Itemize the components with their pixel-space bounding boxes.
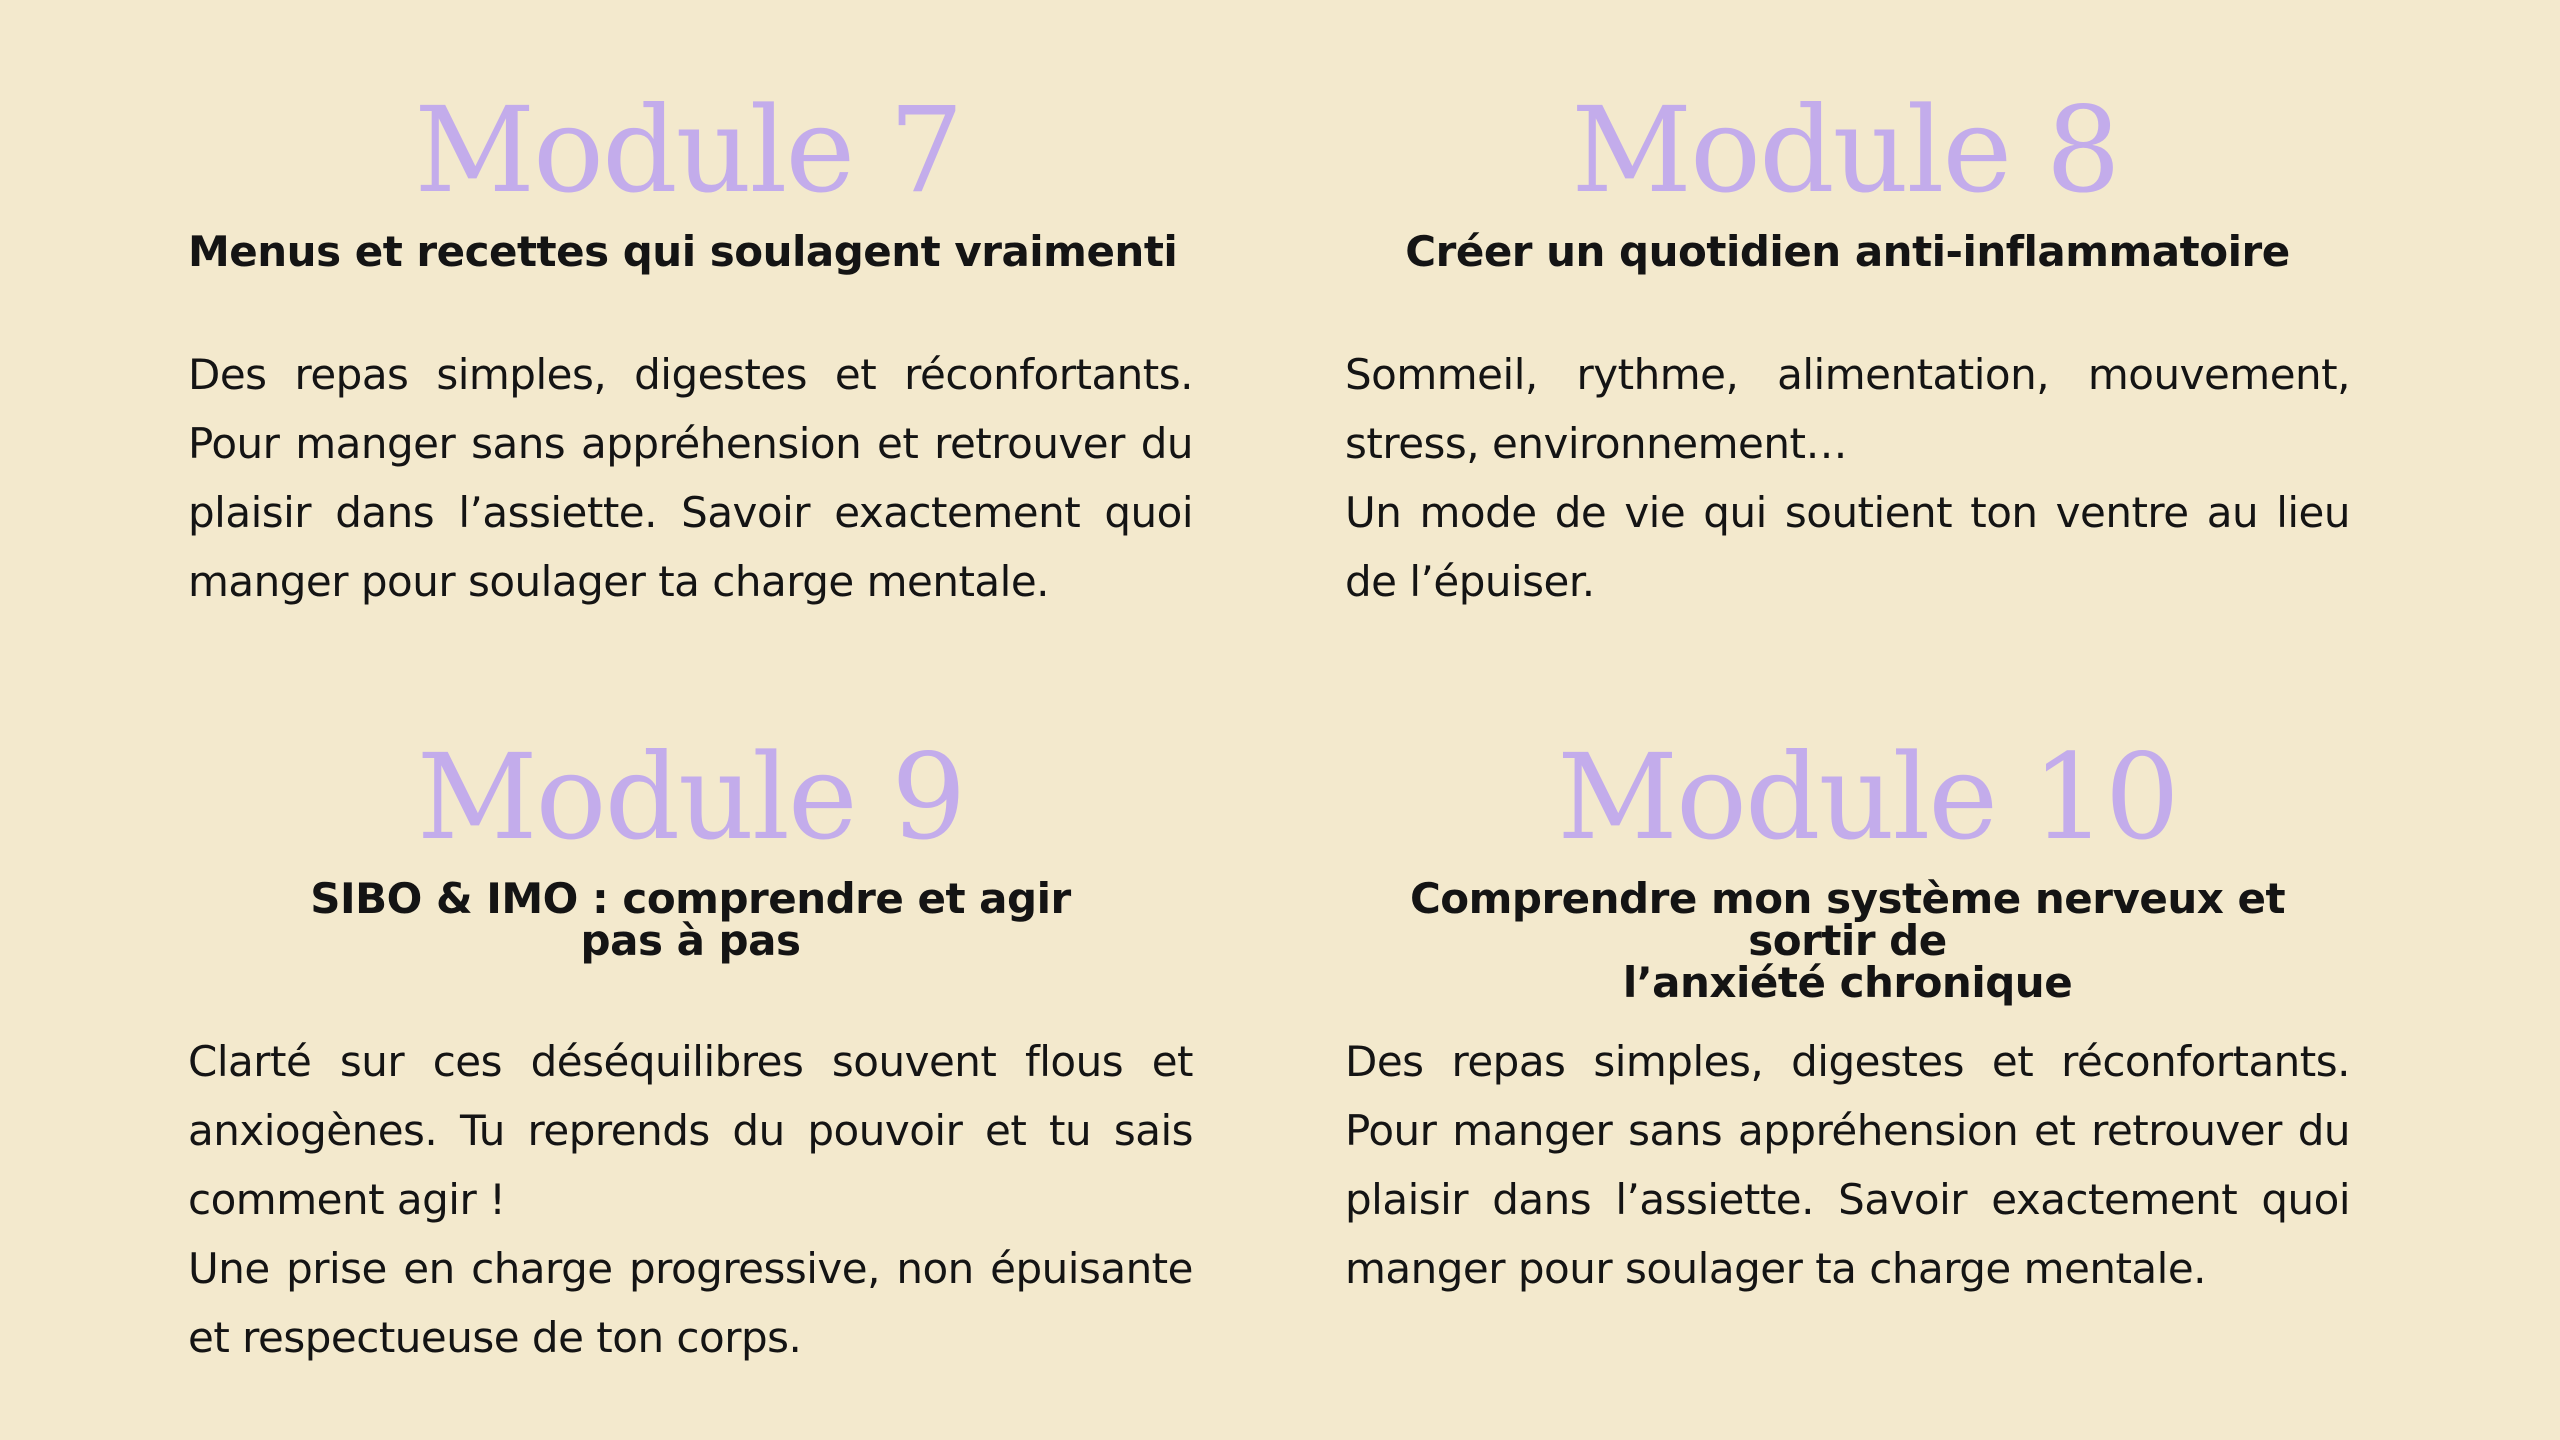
module-description [188, 340, 1193, 616]
description-paragraph: Clarté sur ces déséquilibres souvent flous et anxiogènes. Tu reprends du pouvoir et tu sais comment agir ! [188, 1037, 1193, 1224]
subtitle-line: l’anxiété chronique [1622, 958, 2073, 1007]
module-7-section [188, 81, 1193, 606]
description-paragraph: Des repas simples, digestes et réconfortants. Pour manger sans appréhension et retrouver du plaisir dans l’assiette. Savoir exactement quoi manger pour soulager ta charge mentale. [188, 350, 1193, 606]
module-description [1345, 340, 2350, 616]
subtitle-line: Créer un quotidien anti-inflammatoire [1405, 227, 2290, 276]
module-subtitle [188, 227, 1193, 276]
module-description [1345, 1027, 2350, 1303]
subtitle-line: pas à pas [580, 916, 801, 965]
module-subtitle [188, 874, 1193, 965]
subtitle-line: SIBO & IMO : comprendre et agir [310, 874, 1071, 923]
subtitle-line: Comprendre mon système nerveux et sortir de [1409, 874, 2286, 965]
description-paragraph: Des repas simples, digestes et réconfortants. Pour manger sans appréhension et retrouver du plaisir dans l’assiette. Savoir exactement quoi manger pour soulager ta charge mentale. [1345, 1037, 2350, 1293]
module-8-section [1345, 81, 2350, 606]
module-title: Module 8 [1571, 81, 2119, 219]
module-subtitle [1345, 227, 2350, 276]
description-paragraph: Un mode de vie qui soutient ton ventre au lieu de l’épuiser. [1345, 488, 2350, 606]
module-title: Module 10 [1557, 728, 2178, 866]
description-paragraph: Sommeil, rythme, alimentation, mouvement, stress, environnement… [1345, 350, 2350, 468]
module-title: Module 9 [416, 728, 965, 866]
module-description [188, 1027, 1193, 1372]
module-title: Module 7 [414, 81, 962, 219]
module-subtitle [1345, 874, 2350, 1007]
module-9-section [188, 728, 1193, 1362]
description-paragraph: Une prise en charge progressive, non épuisante et respectueuse de ton corps. [188, 1244, 1193, 1362]
subtitle-line: Menus et recettes qui soulagent vraimenti [188, 227, 1178, 276]
module-10-section [1345, 728, 2350, 1293]
